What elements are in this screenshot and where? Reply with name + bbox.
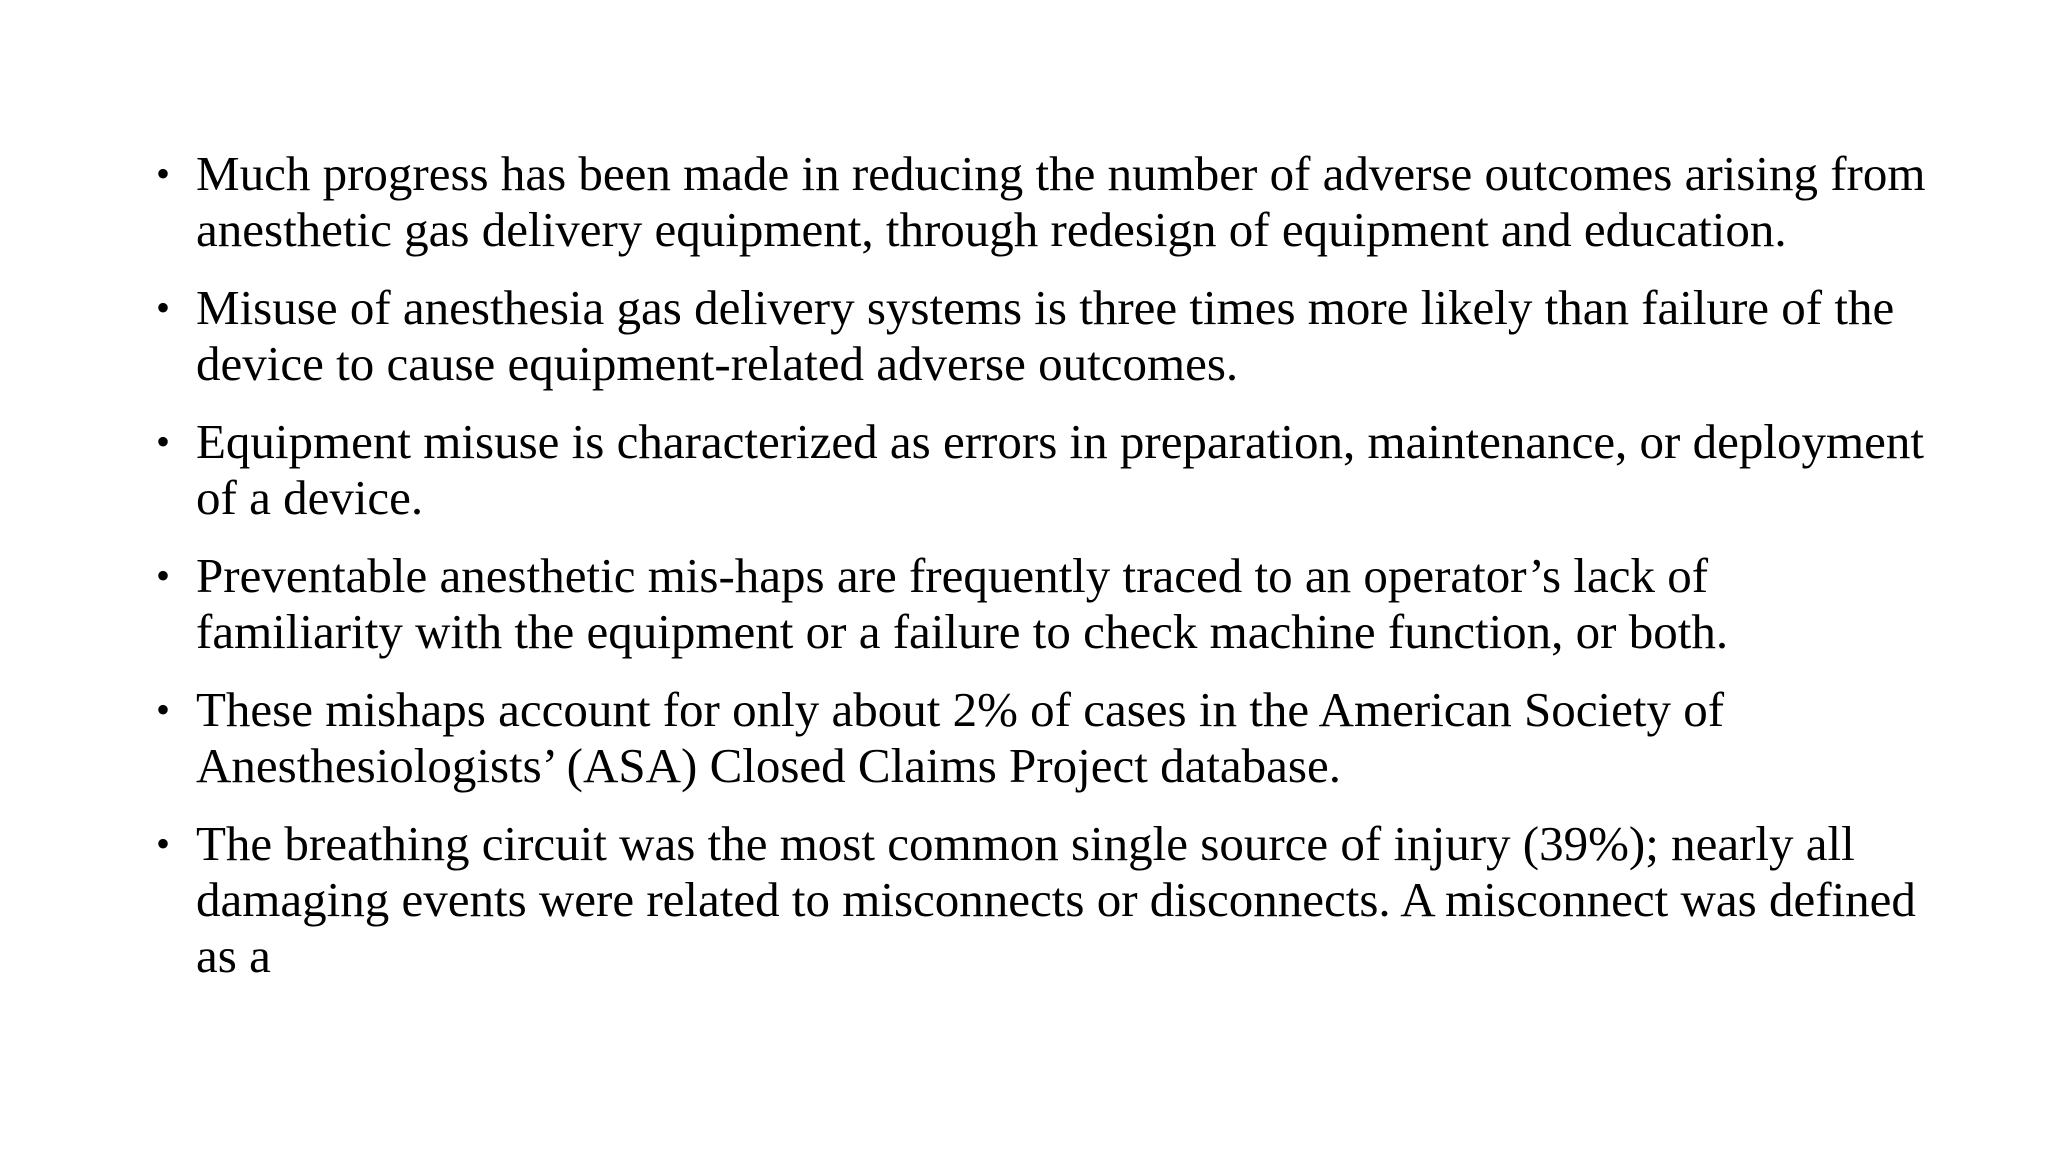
bullet-marker: • [156, 821, 171, 866]
bullet-text: Much progress has been made in reducing the number of adverse outcomes arising from anesthetic gas delivery equipment, through redesign of equipment and education. [196, 146, 1926, 257]
bullet-text: These mishaps account for only about 2% of cases in the American Society of Anesthesiologists’ (ASA) Closed Claims Project database. [196, 682, 1725, 793]
bullet-item [146, 280, 1926, 392]
bullet-marker: • [156, 687, 171, 732]
bullet-list [146, 146, 1926, 1006]
bullet-marker: • [156, 151, 171, 196]
bullet-text: Equipment misuse is characterized as errors in preparation, maintenance, or deployment of a device. [196, 414, 1924, 525]
bullet-item [146, 146, 1926, 258]
bullet-text: Misuse of anesthesia gas delivery systems is three times more likely than failure of the device to cause equipment-related adverse outcomes. [196, 280, 1895, 391]
bullet-text: Preventable anesthetic mis-haps are frequently traced to an operator’s lack of familiarity with the equipment or a failure to check machine function, or both. [196, 548, 1729, 659]
bullet-item [146, 816, 1926, 984]
bullet-marker: • [156, 553, 171, 598]
bullet-item [146, 414, 1926, 526]
bullet-marker: • [156, 285, 171, 330]
bullet-item [146, 682, 1926, 794]
bullet-marker: • [156, 419, 171, 464]
bullet-item [146, 548, 1926, 660]
bullet-text: The breathing circuit was the most common single source of injury (39%); nearly all damaging events were related to misconnects or disconnects. A misconnect was defined as a [196, 816, 1916, 983]
